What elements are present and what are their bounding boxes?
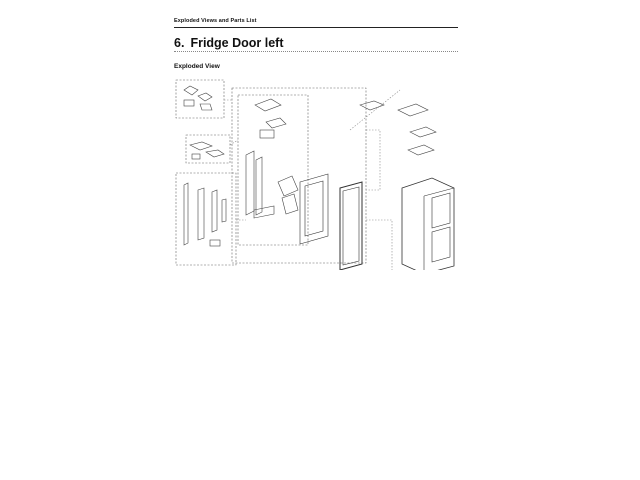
door-rail-callout-box <box>176 173 236 265</box>
door-outer-panel <box>340 182 362 270</box>
header-rule <box>174 27 458 28</box>
running-header: Exploded Views and Parts List <box>174 18 257 24</box>
leader-lines <box>224 90 400 270</box>
door-inner-parts <box>246 99 298 218</box>
hinge-cover-parts <box>184 86 212 110</box>
section-number: 6. <box>174 36 185 50</box>
exploded-view-diagram <box>170 70 470 270</box>
door-rail-parts <box>184 183 226 246</box>
section-title <box>174 36 284 50</box>
refrigerator-cabinet <box>402 178 454 270</box>
section-title-text: Fridge Door left <box>190 36 284 50</box>
door-assembly-box <box>232 88 366 263</box>
door-frame <box>300 174 328 244</box>
hinge-cover-callout-box <box>176 80 224 118</box>
hinge-parts <box>190 142 224 159</box>
door-inner-box <box>238 95 308 245</box>
title-rule <box>174 51 458 52</box>
exploded-view-heading: Exploded View <box>174 63 220 70</box>
door-bin-parts <box>360 101 436 155</box>
